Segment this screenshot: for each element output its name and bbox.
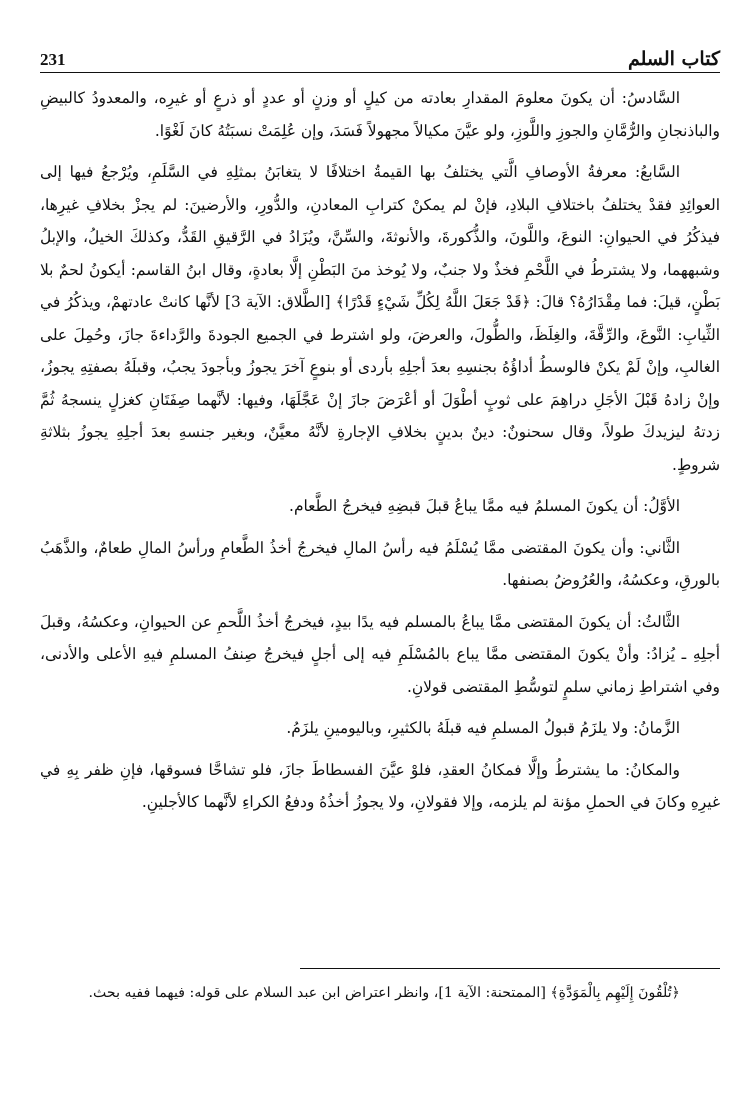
- paragraph-third-condition: الثَّالثُ: أن يكونَ المقتضى ممَّا يباعُ بالمسلم فيه يدًا بيدٍ، فيخرجُ أخذُ اللَّحمِ عن الحيوانِ، وعكسُهُ، وقبلَ أجلِهِ ـ يُزادُ: وأنْ يكونَ المقتضى ممَّا يباع بالمُسْلَمِ فيه إلى أجلٍ فيخرجُ صِنفُ المسلمِ فيهِ الأعلى والأدنى، وفي اشتراطِ زماني سلمٍ لتوسُّطِ المقتضى قولانِ.: [40, 612, 720, 696]
- page-number: 231: [40, 50, 66, 69]
- footnote: [40, 978, 720, 1008]
- paragraph-time: الزَّمانُ: ولا يلزَمُ قبولُ المسلمِ فيه قبلَهُ بالكثيرِ، وباليومينِ يلزَمُ.: [286, 719, 680, 737]
- running-title: كتاب السلم: [627, 48, 720, 70]
- body-text: [40, 82, 720, 828]
- header-rule: [40, 72, 720, 73]
- footnote-rule: [300, 968, 720, 969]
- paragraph-sixth-condition: السَّادسُ: أن يكونَ معلومَ المقدارِ بعادته من كيلٍ أو وزنٍ أو عددٍ أو ذرعٍ أو غيرِه، والمعدودُ كالبيضِ والباذنجانِ والرُّمَّانِ والجوزِ واللَّوزِ، ولو عيَّنَ مكيالاً مجهولاً فَسَدَ، وإن عُلِمَتْ نسبَتُهُ كانَ لَغْوًا.: [40, 89, 720, 140]
- footnote-text: ﴿تُلْقُونَ إِلَيْهِم بِالْمَوَدَّةِ﴾ [الممتحنة: الآية 1]، وانظر اعتراض ابن عبد السلام على قوله: فيهما ففيه بحث.: [88, 985, 680, 1001]
- paragraph-seventh-condition: السَّابعُ: معرفةُ الأوصافِ الَّتي يختلفُ بها القيمةُ اختلافًا لا يتغابَنُ بمثلِهِ في السَّلَمِ، ويُرْجعُ فيها إلى العوائِدِ فقدْ يختلفُ باختلافِ البلادِ، فإنْ لم يمكنْ كترابِ المعادنِ، والدُّورِ، والأرضينَ: لم يجزْ بخلافِ غيرِها، فيذكُرُ في الحيوانِ: النوعَ، واللَّونَ، والذُّكورةَ، والأنوثةَ، والسِّنَّ، ويُزَادُ في الرَّقيقِ القَدُّ، وكذلكَ الخيلُ، والإبلُ وشبههما، ولا يشترطُ في اللَّحْمِ فخذٌ ولا جنبٌ، ولا يُوخذ منَ البَطْنِ إلَّا بعادةٍ، وقال ابنُ القاسم: أيكونُ لحمٌ بلا بَطْنٍ، قيلَ: فما مِقْدَارُهُ؟ قالَ: ﴿قَدْ جَعَلَ اللَّهُ لِكُلِّ شَيْءٍ قَدْرًا﴾ [الطَّلاق: الآية 3] لأنَّها كانتْ عادتهمْ، ويذكُرُ في الثِّيابِ: النَّوعَ، والرِّقَّةَ، والغِلَظَ، والطُّولَ، والعرضَ، ولو اشترط في الجميع الجودةَ والرَّداءةَ جازَ، وحُمِلَ على الغالبِ، وإنْ لَمْ يكنْ فالوسطُ أداؤُهُ بجنسِهِ بعدَ أجلِهِ بأردى أو بنوعٍ آخرَ يجوزُ وبأجودَ يجبُ، وقبلَهُ بصفتِهِ يجوزُ، وإنْ زادهُ قَبْلَ الأجَلِ دراهِمَ على ثوبٍ أطْوَلَ أو أعْرَضَ جازَ إنْ عَجَّلَهَا، وفيها: لأنَّهما صِفَتَانِ كغزلٍ ينسجهُ ثُمَّ زدتهُ ليزيدكَ طولاً، وقال سحنونٌ: دينٌ بدينٍ بخلافِ الإجارةِ لأنَّهُ معيَّنٌ، وبغير جنسهِ بعدَ أجلِهِ يجوزُ بثلاثةِ شروطٍ.: [40, 163, 720, 474]
- paragraph-place: والمكانُ: ما يشترطُ وإلَّا فمكانُ العقدِ، فلوْ عيَّنَ الفسطاطَ جازَ، فلو تشاحَّا فسوقها، فإنِ ظفر بِهِ في غيرِهِ وكانَ في الحملِ مؤنة لم يلزمه، وإلا فقولانِ، ولا يجوزُ أخذُهُ ودفعُ الكراءِ لأنَّهما كالأجلينِ.: [40, 760, 720, 811]
- page-header: [40, 40, 720, 70]
- book-page: [40, 0, 720, 1094]
- paragraph-second-condition: الثَّاني: وأن يكونَ المقتضى ممَّا يُسْلَمُ فيه رأسُ المالِ فيخرجُ أخذُ الطَّعامِ ورأسُ المالِ طعامٌ، والذَّهَبُ بالورقِ، وعكسُهُ، والعُرُوضُ بصنفها.: [40, 538, 720, 589]
- paragraph-first-condition: الأوَّلُ: أن يكونَ المسلمُ فيه ممَّا يباعُ قبلَ قبضِهِ فيخرجُ الطَّعام.: [289, 497, 680, 515]
